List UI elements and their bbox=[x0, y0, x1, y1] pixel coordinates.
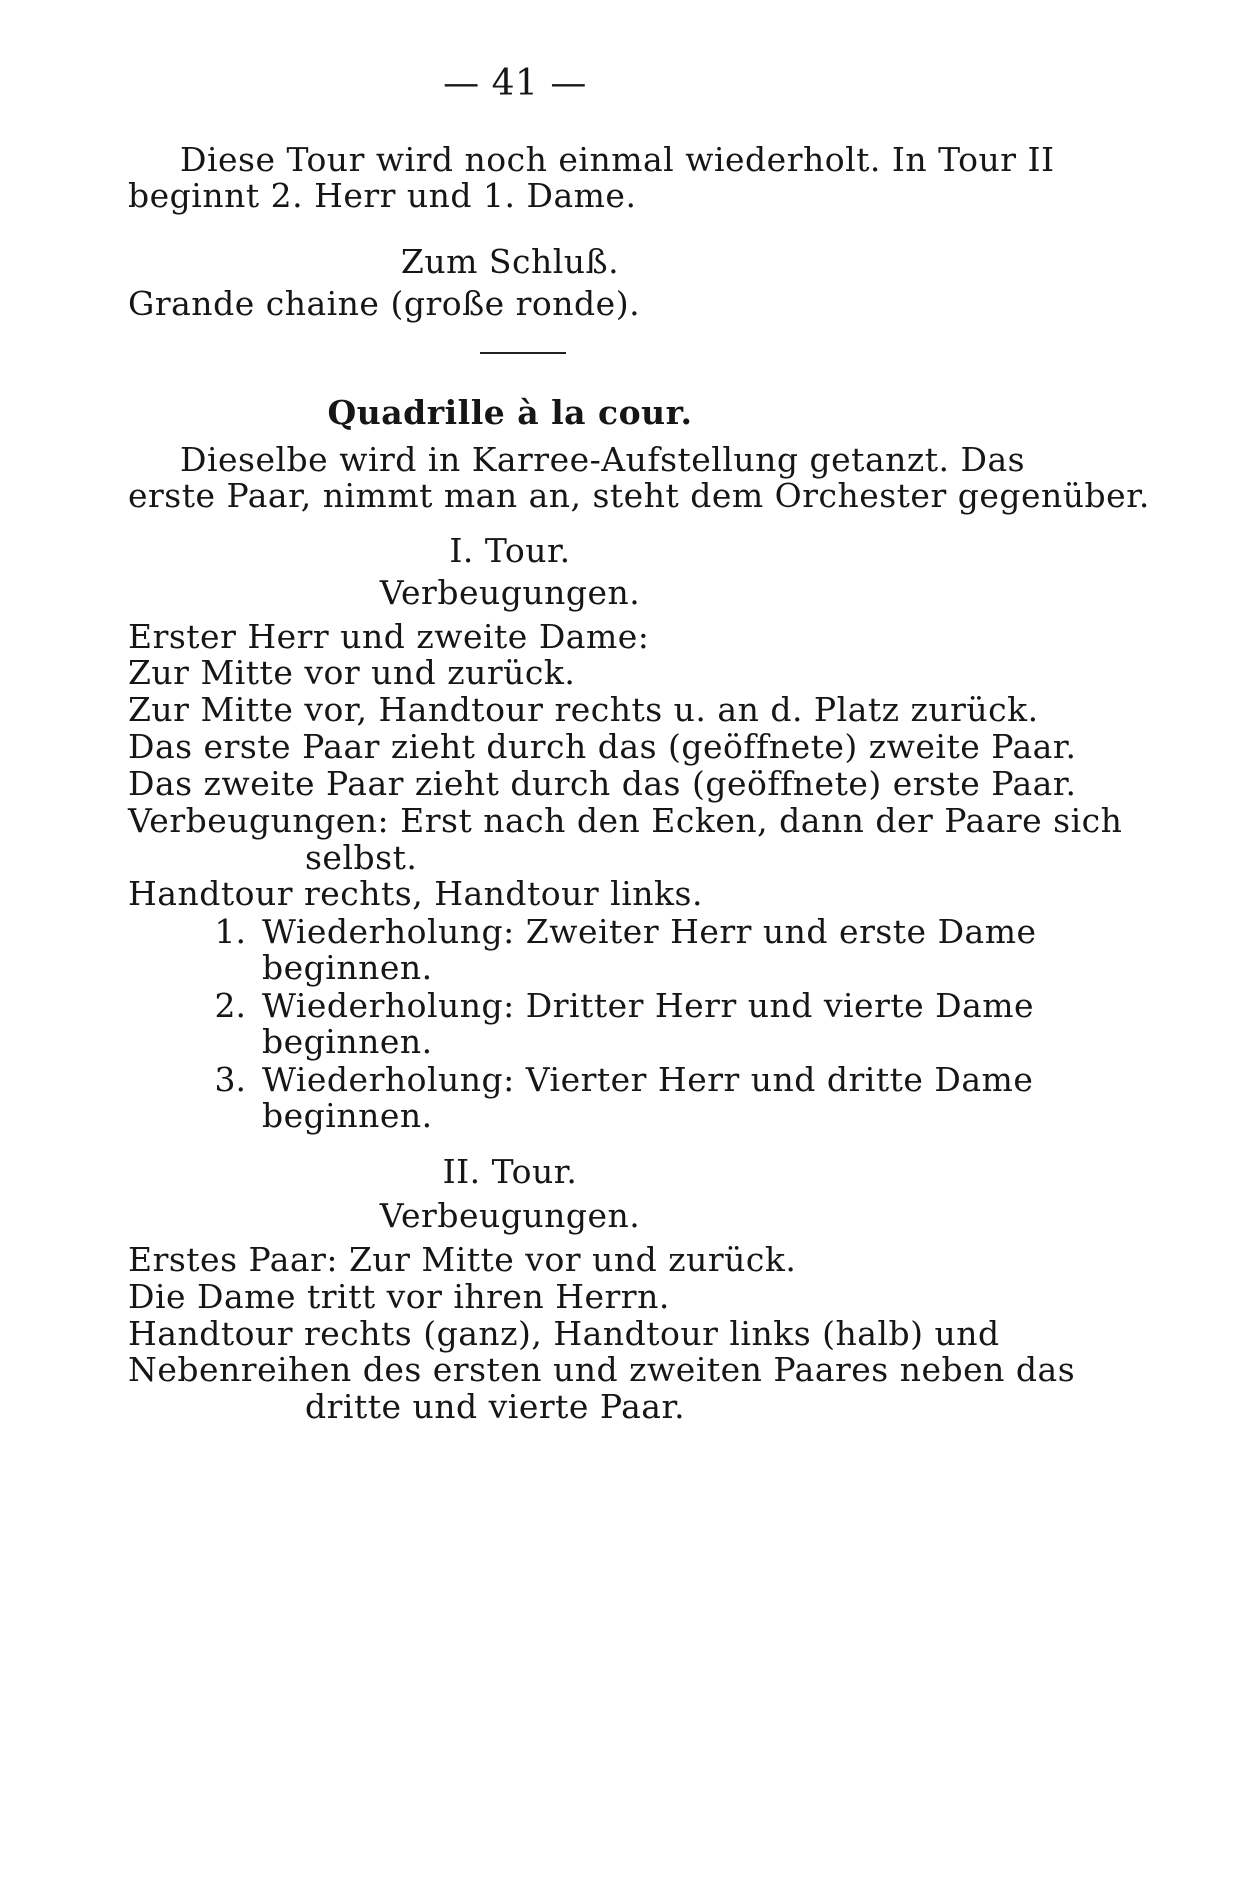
intro-line-1: Diese Tour wird noch einmal wiederholt. In Tour II bbox=[180, 140, 1055, 179]
schluss-text: Grande chaine (große ronde). bbox=[128, 284, 641, 323]
tour1-subheading: Verbeugungen. bbox=[379, 573, 641, 612]
page-number: — 41 — bbox=[443, 63, 587, 104]
tour2-line: Erstes Paar: Zur Mitte vor und zurück. bbox=[128, 1240, 797, 1279]
repeat-continuation: beginnen. bbox=[262, 1022, 433, 1061]
tour1-handtour: Handtour rechts, Handtour links. bbox=[128, 874, 703, 913]
tour2-subheading: Verbeugungen. bbox=[379, 1196, 641, 1235]
repeat-number: 3. bbox=[214, 1060, 246, 1099]
tour2-line-continuation: dritte und vierte Paar. bbox=[305, 1387, 686, 1426]
repeat-number: 2. bbox=[214, 986, 246, 1025]
section-divider bbox=[480, 352, 566, 354]
repeat-continuation: beginnen. bbox=[262, 1096, 433, 1135]
tour1-line-continuation: selbst. bbox=[305, 838, 418, 877]
tour2-line: Die Dame tritt vor ihren Herrn. bbox=[128, 1277, 670, 1316]
repeat-text: Wiederholung: Vierter Herr und dritte Dame bbox=[262, 1060, 1034, 1099]
repeat-text: Wiederholung: Zweiter Herr und erste Dame bbox=[262, 912, 1037, 951]
schluss-heading: Zum Schluß. bbox=[400, 242, 620, 281]
repeat-continuation: beginnen. bbox=[262, 948, 433, 987]
tour1-line: Zur Mitte vor und zurück. bbox=[128, 653, 576, 692]
repeat-text: Wiederholung: Dritter Herr und vierte Dame bbox=[262, 986, 1035, 1025]
tour1-line: Das erste Paar zieht durch das (geöffnete) zweite Paar. bbox=[128, 727, 1077, 766]
repeat-number: 1. bbox=[214, 912, 246, 951]
tour1-line: Verbeugungen: Erst nach den Ecken, dann der Paare sich bbox=[128, 801, 1123, 840]
tour1-line: Das zweite Paar zieht durch das (geöffnete) erste Paar. bbox=[128, 764, 1077, 803]
tour1-line: Erster Herr und zweite Dame: bbox=[128, 617, 650, 656]
tour2-line: Nebenreihen des ersten und zweiten Paares neben das bbox=[128, 1350, 1076, 1389]
intro-line-2: beginnt 2. Herr und 1. Dame. bbox=[128, 176, 637, 215]
tour1-line: Zur Mitte vor, Handtour rechts u. an d. Platz zurück. bbox=[128, 690, 1039, 729]
quadrille-desc-line-2: erste Paar, nimmt man an, steht dem Orchester gegenüber. bbox=[128, 476, 1150, 515]
quadrille-title: Quadrille à la cour. bbox=[327, 393, 693, 432]
quadrille-desc-line-1: Dieselbe wird in Karree-Aufstellung getanzt. Das bbox=[180, 440, 1026, 479]
tour2-heading: II. Tour. bbox=[442, 1152, 578, 1191]
tour2-line: Handtour rechts (ganz), Handtour links (halb) und bbox=[128, 1314, 1000, 1353]
tour1-heading: I. Tour. bbox=[449, 531, 571, 570]
